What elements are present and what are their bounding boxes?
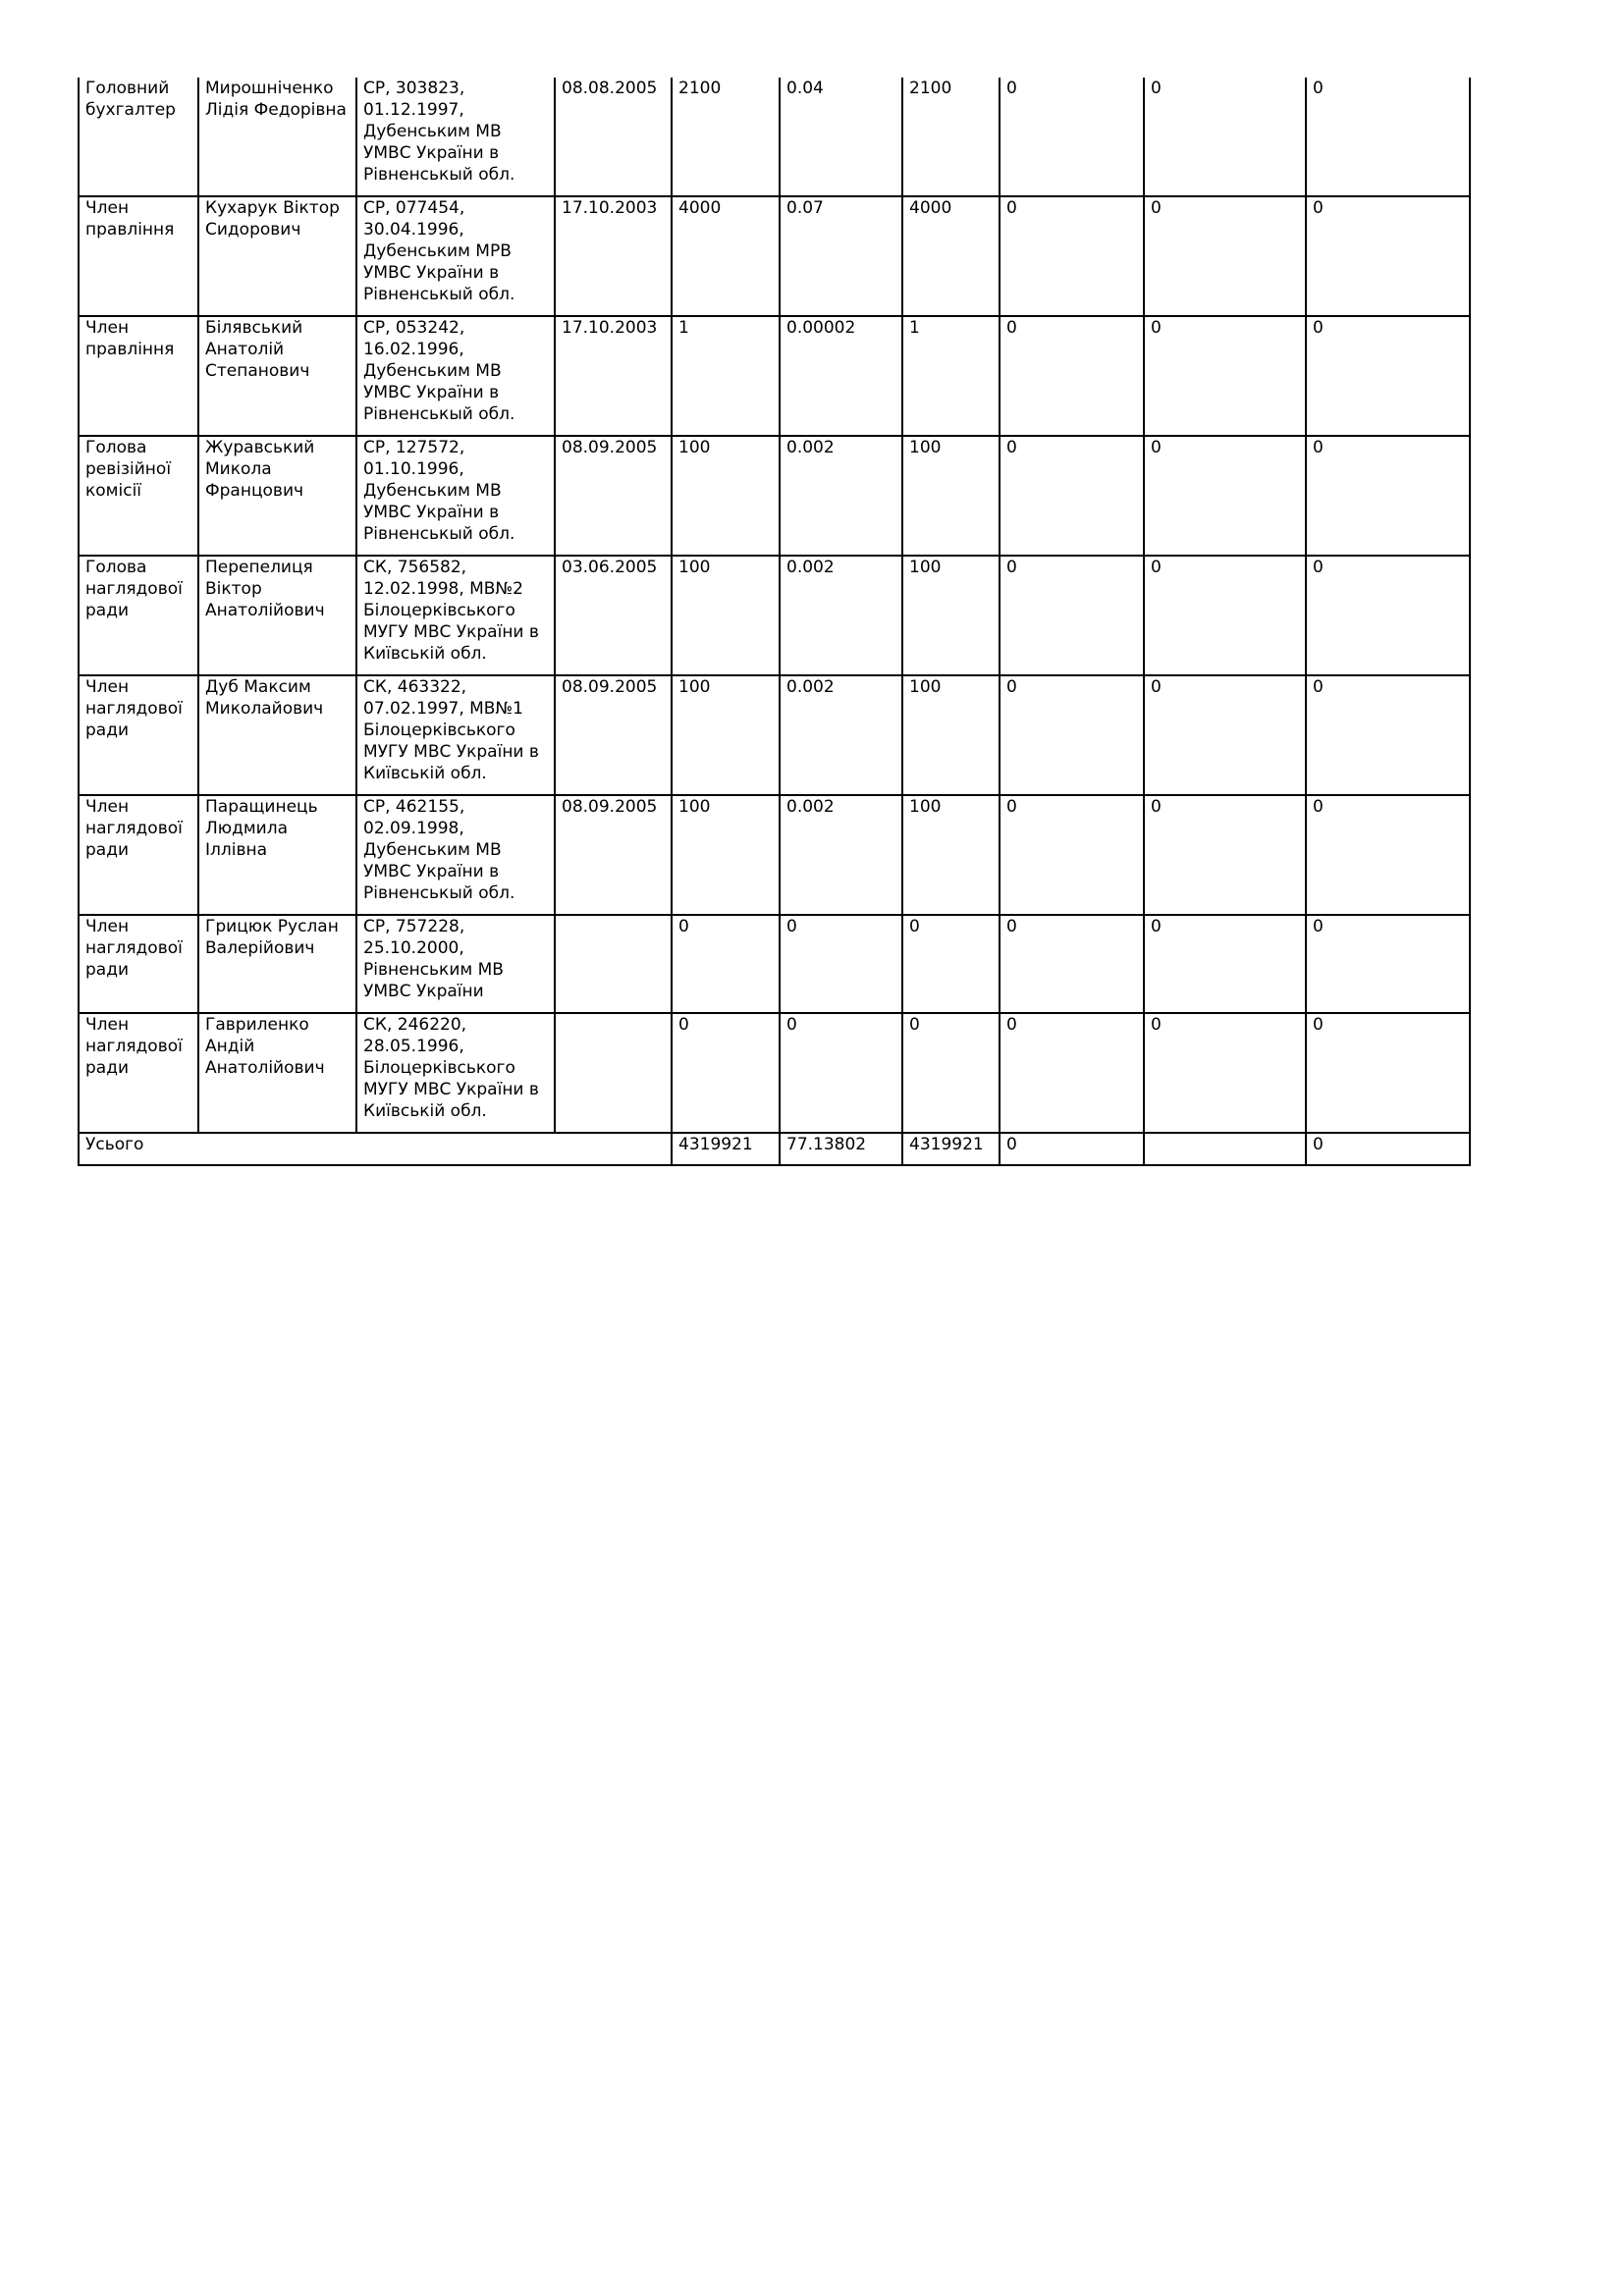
value-cell: 1 [902,316,1000,436]
date-cell: 03.06.2005 [555,556,672,675]
value-cell: 0 [1000,78,1144,196]
value-cell: 0 [902,1013,1000,1133]
date-cell: 08.09.2005 [555,795,672,915]
percent-cell: 0.04 [780,78,902,196]
table-row [79,196,1470,316]
value-cell: 0 [1144,1013,1306,1133]
passport-cell: СК, 756582, 12.02.1998, МВ№2 Білоцерківського МУГУ МВС України в Київській обл. [356,556,555,675]
total-value [1144,1133,1306,1165]
position-cell: Головний бухгалтер [79,78,198,196]
passport-cell: СР, 053242, 16.02.1996, Дубенським МВ УМВС України в Рівненськый обл. [356,316,555,436]
value-cell: 0 [1306,78,1470,196]
shares-cell: 4000 [672,196,780,316]
percent-cell: 0.002 [780,675,902,795]
value-cell: 0 [1144,196,1306,316]
value-cell: 0 [1306,795,1470,915]
total-value: 4319921 [902,1133,1000,1165]
shares-cell: 100 [672,556,780,675]
name-cell: Кухарук Віктор Сидорович [198,196,356,316]
shares-cell: 2100 [672,78,780,196]
total-value: 0 [1000,1133,1144,1165]
value-cell: 0 [1306,675,1470,795]
table-row [79,556,1470,675]
date-cell: 08.08.2005 [555,78,672,196]
passport-cell: СР, 757228, 25.10.2000, Рівненським МВ УМВС України [356,915,555,1013]
value-cell: 0 [1306,915,1470,1013]
name-cell: Журавський Микола Францович [198,436,356,556]
shares-cell: 100 [672,675,780,795]
position-cell: Член наглядової ради [79,795,198,915]
passport-cell: СР, 127572, 01.10.1996, Дубенським МВ УМВС України в Рівненськый обл. [356,436,555,556]
shares-cell: 1 [672,316,780,436]
value-cell: 0 [1306,436,1470,556]
value-cell: 100 [902,436,1000,556]
table-row [79,675,1470,795]
total-percent: 77.13802 [780,1133,902,1165]
value-cell: 100 [902,556,1000,675]
passport-cell: СР, 303823, 01.12.1997, Дубенським МВ УМВС України в Рівненськый обл. [356,78,555,196]
position-cell: Член наглядової ради [79,915,198,1013]
total-value: 0 [1306,1133,1470,1165]
name-cell: Дуб Максим Миколайович [198,675,356,795]
table-body [79,78,1470,1165]
total-label: Усього [79,1133,672,1165]
shares-cell: 100 [672,795,780,915]
value-cell: 0 [1306,196,1470,316]
date-cell [555,1013,672,1133]
total-shares: 4319921 [672,1133,780,1165]
value-cell: 0 [1000,196,1144,316]
passport-cell: СК, 246220, 28.05.1996, Білоцерківського МУГУ МВС України в Київській обл. [356,1013,555,1133]
date-cell: 17.10.2003 [555,316,672,436]
value-cell: 4000 [902,196,1000,316]
table-row [79,1013,1470,1133]
value-cell: 0 [1144,915,1306,1013]
passport-cell: СР, 462155, 02.09.1998, Дубенським МВ УМВС України в Рівненськый обл. [356,795,555,915]
date-cell [555,915,672,1013]
shares-cell: 0 [672,1013,780,1133]
value-cell: 0 [1144,675,1306,795]
value-cell: 0 [1000,1013,1144,1133]
percent-cell: 0 [780,1013,902,1133]
date-cell: 17.10.2003 [555,196,672,316]
value-cell: 0 [1000,556,1144,675]
passport-cell: СР, 077454, 30.04.1996, Дубенським МРВ УМВС України в Рівненськый обл. [356,196,555,316]
value-cell: 0 [1000,675,1144,795]
name-cell: Перепелиця Віктор Анатолійович [198,556,356,675]
percent-cell: 0 [780,915,902,1013]
table-row [79,78,1470,196]
table-row [79,795,1470,915]
value-cell: 0 [1000,316,1144,436]
value-cell: 100 [902,795,1000,915]
passport-cell: СК, 463322, 07.02.1997, МВ№1 Білоцерківського МУГУ МВС України в Київській обл. [356,675,555,795]
table-row [79,915,1470,1013]
name-cell: Мирошніченко Лідія Федорівна [198,78,356,196]
value-cell: 0 [1144,556,1306,675]
percent-cell: 0.002 [780,436,902,556]
value-cell: 100 [902,675,1000,795]
value-cell: 0 [1306,556,1470,675]
value-cell: 0 [1144,795,1306,915]
position-cell: Член наглядової ради [79,1013,198,1133]
date-cell: 08.09.2005 [555,675,672,795]
value-cell: 0 [1306,316,1470,436]
percent-cell: 0.00002 [780,316,902,436]
percent-cell: 0.002 [780,795,902,915]
position-cell: Голова наглядової ради [79,556,198,675]
value-cell: 0 [1144,316,1306,436]
percent-cell: 0.07 [780,196,902,316]
name-cell: Паращинець Людмила Іллівна [198,795,356,915]
position-cell: Член правління [79,196,198,316]
shares-cell: 100 [672,436,780,556]
position-cell: Голова ревізійної комісії [79,436,198,556]
value-cell: 0 [1144,436,1306,556]
value-cell: 0 [1144,78,1306,196]
name-cell: Грицюк Руслан Валерійович [198,915,356,1013]
value-cell: 2100 [902,78,1000,196]
position-cell: Член наглядової ради [79,675,198,795]
value-cell: 0 [902,915,1000,1013]
value-cell: 0 [1000,795,1144,915]
value-cell: 0 [1306,1013,1470,1133]
name-cell: Білявський Анатолій Степанович [198,316,356,436]
shareholders-table [78,78,1471,1166]
value-cell: 0 [1000,915,1144,1013]
table-row [79,316,1470,436]
name-cell: Гавриленко Андій Анатолійович [198,1013,356,1133]
shares-cell: 0 [672,915,780,1013]
percent-cell: 0.002 [780,556,902,675]
value-cell: 0 [1000,436,1144,556]
position-cell: Член правління [79,316,198,436]
total-row [79,1133,1470,1165]
table-row [79,436,1470,556]
date-cell: 08.09.2005 [555,436,672,556]
